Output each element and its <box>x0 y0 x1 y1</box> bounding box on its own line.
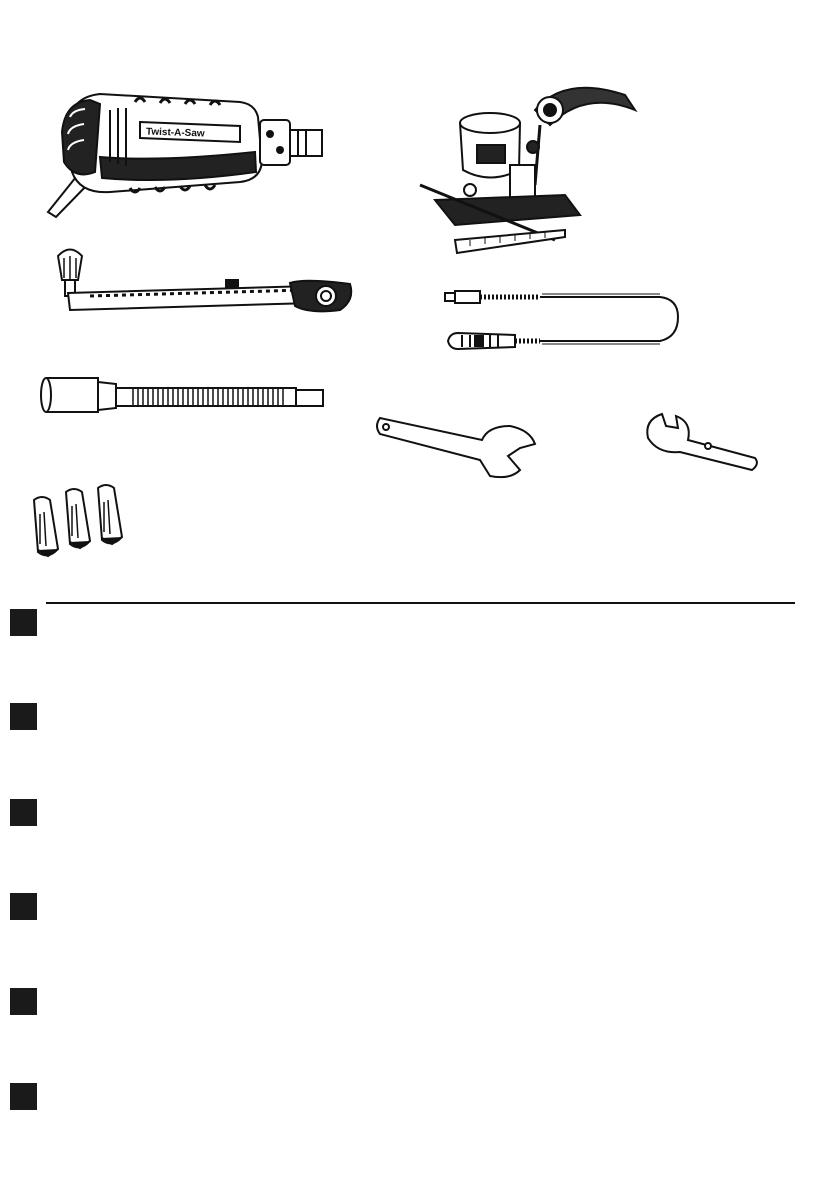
collet-1 <box>34 497 58 556</box>
section-marker-6 <box>10 1083 37 1110</box>
flexible-extension-illustration <box>38 372 330 420</box>
tool-brand-label: Twist-A-Saw <box>145 126 205 140</box>
section-marker-1 <box>10 609 37 636</box>
horizontal-rule <box>46 602 795 604</box>
rotary-tool-illustration <box>40 62 340 222</box>
ratchet-extension-arm-illustration <box>50 238 360 318</box>
section-marker-3 <box>10 799 37 826</box>
cutting-guide-attachment-illustration <box>415 75 655 265</box>
flexible-shaft-illustration <box>440 285 685 355</box>
section-marker-5 <box>10 988 37 1015</box>
section-marker-4 <box>10 893 37 920</box>
collet-2 <box>66 489 90 548</box>
collet-3 <box>98 485 122 544</box>
section-marker-2 <box>10 703 37 730</box>
large-wrench-illustration <box>370 408 545 483</box>
collets-illustration <box>28 482 143 567</box>
small-wrench-illustration <box>640 408 765 473</box>
